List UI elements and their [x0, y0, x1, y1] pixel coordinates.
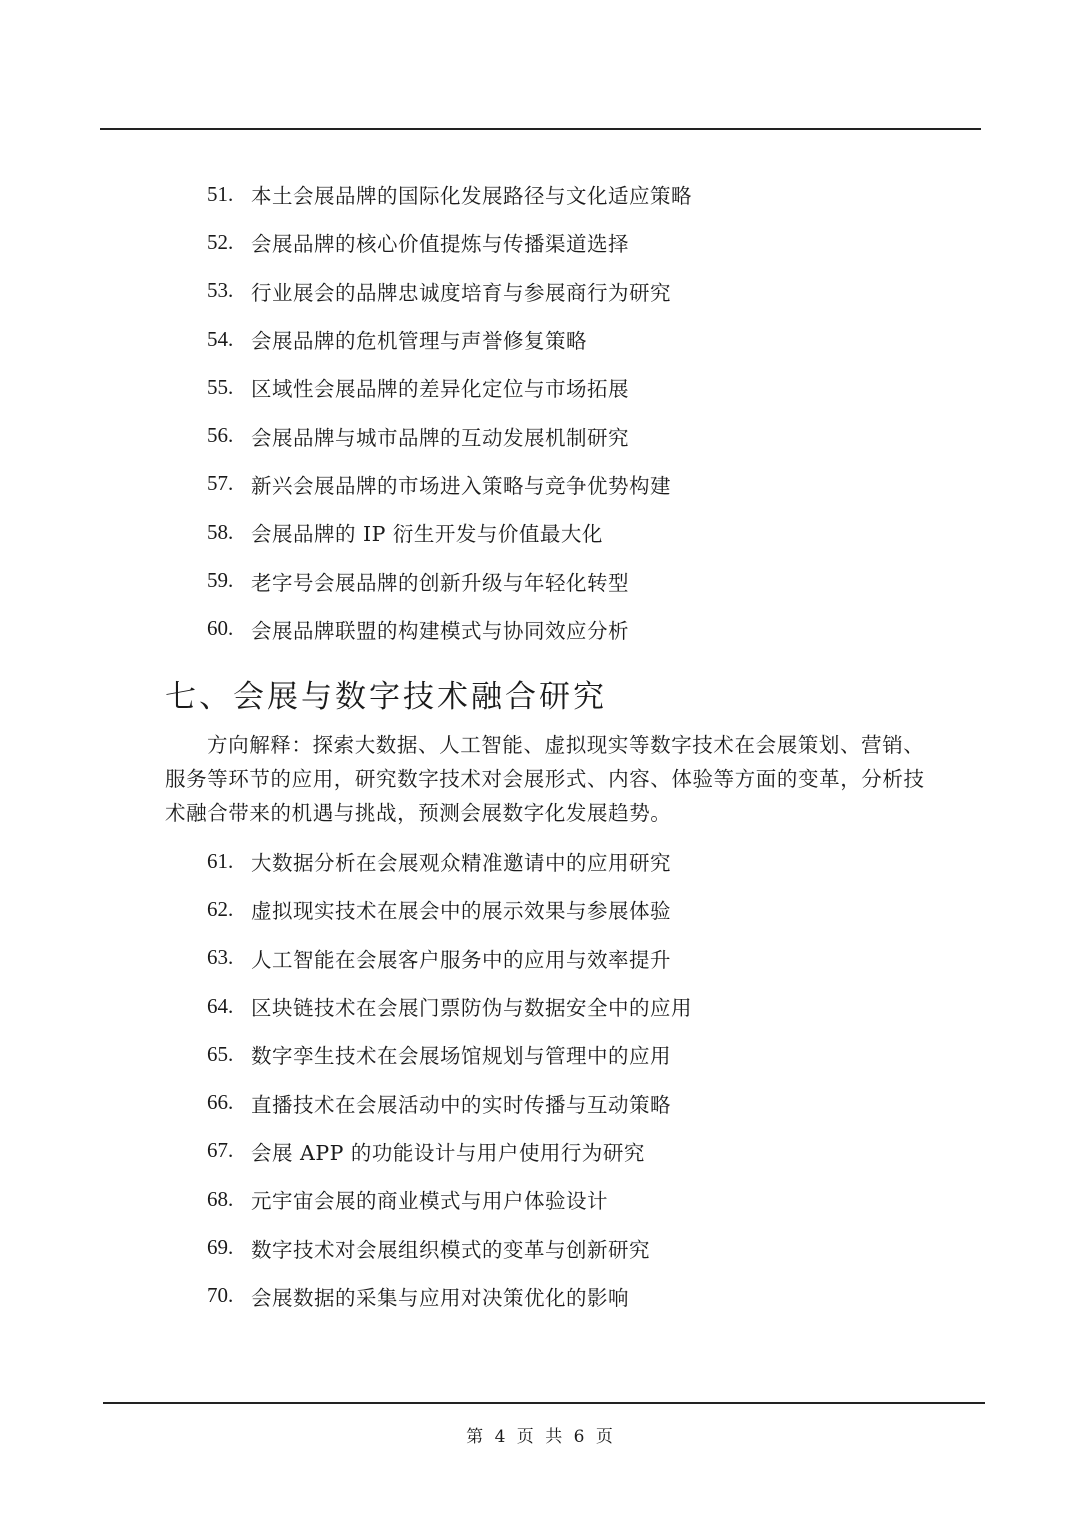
item-text: 数字孪生技术在会展场馆规划与管理中的应用	[251, 1044, 671, 1069]
item-number: 61.	[207, 848, 234, 873]
item-number: 60.	[207, 616, 234, 641]
item-number: 59.	[207, 568, 234, 593]
item-number: 69.	[207, 1235, 234, 1260]
item-text: 区块链技术在会展门票防伪与数据安全中的应用	[251, 996, 692, 1021]
list-item	[207, 1127, 967, 1175]
list-item	[207, 363, 967, 411]
item-number: 51.	[207, 181, 234, 206]
item-text: 行业展会的品牌忠诚度培育与参展商行为研究	[251, 280, 671, 305]
list-item	[207, 837, 967, 885]
item-text: 数字技术对会展组织模式的变革与创新研究	[251, 1237, 650, 1262]
item-text: 会展品牌的危机管理与声誉修复策略	[251, 329, 587, 354]
item-number: 63.	[207, 945, 234, 970]
item-number: 68.	[207, 1186, 234, 1211]
item-number: 55.	[207, 374, 234, 399]
item-number: 65.	[207, 1041, 234, 1066]
item-number: 52.	[207, 229, 234, 254]
item-number: 54.	[207, 326, 234, 351]
item-number: 58.	[207, 519, 234, 544]
item-text: 新兴会展品牌的市场进入策略与竞争优势构建	[251, 473, 671, 498]
section-heading: 七、会展与数字技术融合研究	[165, 679, 607, 715]
list-item	[207, 1272, 967, 1320]
item-number: 64.	[207, 993, 234, 1018]
item-text: 会展数据的采集与应用对决策优化的影响	[251, 1285, 629, 1310]
list-item	[207, 267, 967, 315]
list-item	[207, 982, 967, 1030]
item-text: 会展品牌联盟的构建模式与协同效应分析	[251, 618, 629, 643]
topic-list-61-70	[207, 837, 967, 1320]
header-rule	[100, 128, 981, 130]
section-explanation: 方向解释：探索大数据、人工智能、虚拟现实等数字技术在会展策划、营销、服务等环节的应用，研究数字技术对会展形式、内容、体验等方面的变革，分析技术融合带来的机遇与挑战，预测会展数字化发展趋势。	[165, 733, 925, 825]
item-text: 本土会展品牌的国际化发展路径与文化适应策略	[251, 184, 692, 209]
list-item	[207, 605, 967, 653]
item-text: 会展品牌与城市品牌的互动发展机制研究	[251, 425, 629, 450]
item-number: 67.	[207, 1138, 234, 1163]
page-number: 第 4 页 共 6 页	[466, 1427, 614, 1447]
list-item	[207, 1078, 967, 1126]
item-number: 56.	[207, 423, 234, 448]
list-item	[207, 1223, 967, 1271]
item-text: 老字号会展品牌的创新升级与年轻化转型	[251, 570, 629, 595]
item-text: 会展 APP 的功能设计与用户使用行为研究	[251, 1140, 645, 1165]
item-number: 53.	[207, 278, 234, 303]
list-item	[207, 1030, 967, 1078]
list-item	[207, 218, 967, 266]
item-text: 大数据分析在会展观众精准邀请中的应用研究	[251, 851, 671, 876]
list-item	[207, 934, 967, 982]
item-number: 57.	[207, 471, 234, 496]
footer-rule	[103, 1402, 985, 1404]
item-text: 会展品牌的核心价值提炼与传播渠道选择	[251, 232, 629, 257]
item-text: 元宇宙会展的商业模式与用户体验设计	[251, 1189, 608, 1214]
list-item	[207, 170, 967, 218]
list-item	[207, 508, 967, 556]
item-text: 直播技术在会展活动中的实时传播与互动策略	[251, 1092, 671, 1117]
item-text: 区域性会展品牌的差异化定位与市场拓展	[251, 377, 629, 402]
item-text: 人工智能在会展客户服务中的应用与效率提升	[251, 947, 671, 972]
item-number: 66.	[207, 1090, 234, 1115]
list-item	[207, 460, 967, 508]
item-text: 虚拟现实技术在展会中的展示效果与参展体验	[251, 899, 671, 924]
item-text: 会展品牌的 IP 衍生开发与价值最大化	[251, 522, 603, 547]
list-item	[207, 556, 967, 604]
list-item	[207, 411, 967, 459]
list-item	[207, 315, 967, 363]
item-number: 70.	[207, 1283, 234, 1308]
list-item	[207, 1175, 967, 1223]
topic-list-51-60	[207, 170, 967, 653]
item-number: 62.	[207, 896, 234, 921]
list-item	[207, 885, 967, 933]
